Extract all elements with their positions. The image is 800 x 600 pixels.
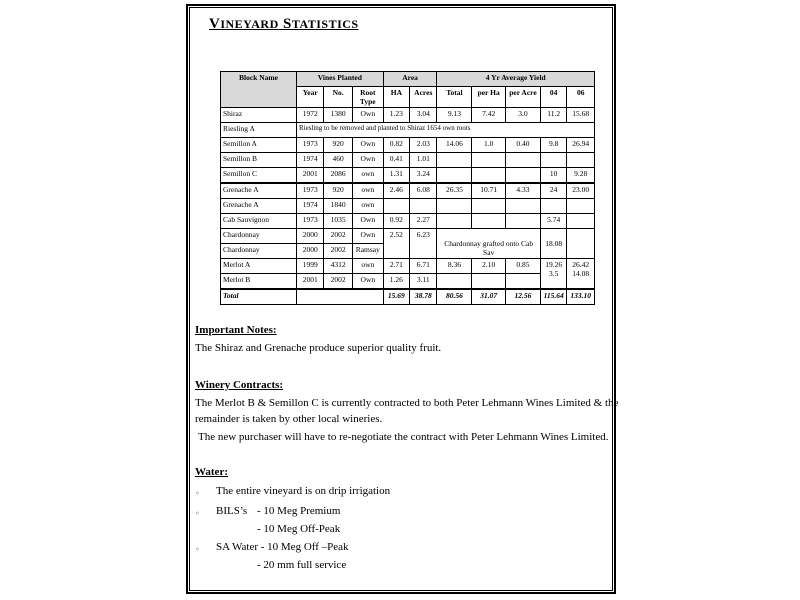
cell-empty xyxy=(437,199,472,214)
cell-no: 920 xyxy=(324,138,352,153)
cell-no: 1380 xyxy=(324,108,352,123)
cell-empty xyxy=(437,153,472,168)
cell-empty xyxy=(472,214,506,229)
table-header-row xyxy=(221,72,595,87)
col-header-06: 06 xyxy=(567,87,595,108)
cell-acres: 2.27 xyxy=(410,214,437,229)
cell-block: Chardonnay xyxy=(221,244,297,259)
cell-06: 26.42 14.08 xyxy=(567,259,595,290)
col-header-per-acre: per Acre xyxy=(506,87,541,108)
col-header-yield: 4 Yr Average Yield xyxy=(437,72,595,87)
table-row xyxy=(221,108,595,123)
cell-per-acre: 0.40 xyxy=(506,138,541,153)
cell-no: 2002 xyxy=(324,229,352,244)
cell-block: Semillon C xyxy=(221,168,297,184)
winery-contracts-line1: The Merlot B & Semillon C is currently contracted to both Peter Lehmann Wines Limited & the xyxy=(195,397,619,409)
cell-no: 4312 xyxy=(324,259,352,274)
vineyard-statistics-table xyxy=(220,71,595,305)
cell-no: 1035 xyxy=(324,214,352,229)
cell-per-ha: 1.0 xyxy=(472,138,506,153)
cell-empty xyxy=(506,214,541,229)
cell-empty xyxy=(540,199,567,214)
cell-root: Own xyxy=(352,138,383,153)
cell-empty xyxy=(506,168,541,184)
cell-root: Own xyxy=(352,274,383,290)
cell-empty xyxy=(567,229,595,259)
cell-empty xyxy=(437,214,472,229)
cell-empty xyxy=(383,199,409,214)
cell-acres: 3.11 xyxy=(410,274,437,290)
cell-empty xyxy=(437,168,472,184)
cell-root: Ramsay xyxy=(352,244,383,259)
cell-year: 2001 xyxy=(296,168,323,184)
cell-year: 2000 xyxy=(296,244,323,259)
col-header-per-ha: per Ha xyxy=(472,87,506,108)
water-item-drip: The entire vineyard is on drip irrigation xyxy=(216,485,391,497)
cell-06: 15.68 xyxy=(567,108,595,123)
cell-empty xyxy=(410,199,437,214)
water-item-bils-value: - 10 Meg Premium xyxy=(257,505,341,517)
cell-no: 460 xyxy=(324,153,352,168)
cell-ha: 1.31 xyxy=(383,168,409,184)
cell-empty xyxy=(472,168,506,184)
cell-acres: 2.03 xyxy=(410,138,437,153)
bullet-icon: ◦ xyxy=(195,509,200,518)
cell-block: Semillon B xyxy=(221,153,297,168)
important-notes-text: The Shiraz and Grenache produce superior quality fruit. xyxy=(195,342,442,354)
cell-per-ha: 7.42 xyxy=(472,108,506,123)
cell-per-ha: 10.71 xyxy=(472,183,506,199)
cell-empty xyxy=(437,274,472,290)
cell-total: 9.13 xyxy=(437,108,472,123)
col-header-acres: Acres xyxy=(410,87,437,108)
cell-acres: 6.08 xyxy=(410,183,437,199)
cell-root: Own xyxy=(352,153,383,168)
col-header-block-name: Block Name xyxy=(221,72,297,108)
cell-ha: 0.92 xyxy=(383,214,409,229)
cell-total: 26.35 xyxy=(437,183,472,199)
cell-empty xyxy=(506,274,541,290)
cell-04: 5.74 xyxy=(540,214,567,229)
chardonnay-graft-note: Chardonnay grafted onto Cab Sav xyxy=(437,229,540,259)
col-header-no: No. xyxy=(324,87,352,108)
cell-no: 2002 xyxy=(324,244,352,259)
table-row xyxy=(221,183,595,199)
table-row xyxy=(221,153,595,168)
document-title: VINEYARD STATISTICS xyxy=(209,16,359,32)
col-header-year: Year xyxy=(296,87,323,108)
cell-root: own xyxy=(352,259,383,274)
cell-no: 2086 xyxy=(324,168,352,184)
cell-ha: 2.52 xyxy=(383,229,409,259)
cell-total-04: 115.64 xyxy=(540,289,567,305)
cell-block: Merlot B xyxy=(221,274,297,290)
cell-empty xyxy=(506,199,541,214)
cell-total-06: 133.10 xyxy=(567,289,595,305)
cell-year: 1974 xyxy=(296,199,323,214)
winery-contracts-line3: The new purchaser will have to re-negotiate the contract with Peter Lehmann Wines Limited. xyxy=(198,431,609,443)
cell-acres: 3.24 xyxy=(410,168,437,184)
cell-acres: 3.04 xyxy=(410,108,437,123)
cell-06: 9.28 xyxy=(567,168,595,184)
cell-empty xyxy=(567,214,595,229)
cell-04: 18.08 xyxy=(540,229,567,259)
cell-total-acres: 38.78 xyxy=(410,289,437,305)
cell-root: own xyxy=(352,168,383,184)
water-item-bils-offpeak: - 10 Meg Off-Peak xyxy=(257,523,341,535)
cell-empty xyxy=(296,289,383,305)
cell-empty xyxy=(472,274,506,290)
table-row xyxy=(221,138,595,153)
bullet-icon: ◦ xyxy=(195,545,200,554)
cell-per-acre: 4.33 xyxy=(506,183,541,199)
table-row xyxy=(221,274,595,290)
cell-no: 1840 xyxy=(324,199,352,214)
col-header-ha: HA xyxy=(383,87,409,108)
cell-block: Semillon A xyxy=(221,138,297,153)
col-header-root-type: Root Type xyxy=(352,87,383,108)
table-row xyxy=(221,123,595,138)
cell-total: 8.36 xyxy=(437,259,472,274)
col-header-area: Area xyxy=(383,72,437,87)
riesling-note: Riesling to be removed and planted to Shiraz 1654 own roots xyxy=(296,123,594,138)
cell-empty xyxy=(472,199,506,214)
table-row xyxy=(221,214,595,229)
cell-no: 2002 xyxy=(324,274,352,290)
cell-total-per-ha: 31.07 xyxy=(472,289,506,305)
col-header-total: Total xyxy=(437,87,472,108)
cell-year: 1973 xyxy=(296,138,323,153)
cell-per-acre: 3.0 xyxy=(506,108,541,123)
cell-root: own xyxy=(352,199,383,214)
cell-acres: 6.71 xyxy=(410,259,437,274)
cell-block: Merlot A xyxy=(221,259,297,274)
cell-ha: 0.82 xyxy=(383,138,409,153)
cell-empty xyxy=(540,153,567,168)
cell-block: Riesling A xyxy=(221,123,297,138)
cell-year: 1972 xyxy=(296,108,323,123)
cell-total-label: Total xyxy=(221,289,297,305)
cell-acres: 1.01 xyxy=(410,153,437,168)
cell-year: 1973 xyxy=(296,214,323,229)
water-heading: Water: xyxy=(195,466,228,478)
important-notes-heading: Important Notes: xyxy=(195,324,277,336)
table-row xyxy=(221,199,595,214)
cell-ha: 1.23 xyxy=(383,108,409,123)
cell-04: 24 xyxy=(540,183,567,199)
cell-empty xyxy=(472,153,506,168)
water-item-sa-full-service: - 20 mm full service xyxy=(257,559,347,571)
table-row xyxy=(221,229,595,244)
cell-block: Grenache A xyxy=(221,199,297,214)
cell-total-per-acre: 12.56 xyxy=(506,289,541,305)
cell-04: 9.8 xyxy=(540,138,567,153)
cell-total-total: 80.56 xyxy=(437,289,472,305)
cell-year: 1999 xyxy=(296,259,323,274)
cell-root: Own xyxy=(352,108,383,123)
cell-ha: 1.26 xyxy=(383,274,409,290)
cell-block: Grenache A xyxy=(221,183,297,199)
water-item-sa-water: SA Water - 10 Meg Off –Peak xyxy=(216,541,349,553)
cell-empty xyxy=(506,153,541,168)
cell-04: 19.26 3.5 xyxy=(540,259,567,290)
cell-block: Cab Sauvignon xyxy=(221,214,297,229)
cell-year: 2001 xyxy=(296,274,323,290)
winery-contracts-line2: remainder is taken by other local wineries. xyxy=(195,413,383,425)
cell-block: Chardonnay xyxy=(221,229,297,244)
cell-empty xyxy=(567,153,595,168)
cell-04: 10 xyxy=(540,168,567,184)
cell-root: Own xyxy=(352,229,383,244)
cell-year: 1974 xyxy=(296,153,323,168)
table-row xyxy=(221,259,595,274)
cell-year: 2000 xyxy=(296,229,323,244)
bullet-icon: ◦ xyxy=(195,489,200,498)
cell-empty xyxy=(567,199,595,214)
cell-block: Shiraz xyxy=(221,108,297,123)
cell-per-acre: 0.85 xyxy=(506,259,541,274)
col-header-vines-planted: Vines Planted xyxy=(296,72,383,87)
cell-acres: 6.23 xyxy=(410,229,437,259)
cell-total-ha: 15.69 xyxy=(383,289,409,305)
cell-06: 23.00 xyxy=(567,183,595,199)
cell-root: own xyxy=(352,183,383,199)
winery-contracts-heading: Winery Contracts: xyxy=(195,379,284,391)
table-total-row xyxy=(221,289,595,305)
cell-no: 920 xyxy=(324,183,352,199)
col-header-04: 04 xyxy=(540,87,567,108)
cell-total: 14.06 xyxy=(437,138,472,153)
cell-year: 1973 xyxy=(296,183,323,199)
cell-root: Own xyxy=(352,214,383,229)
cell-04: 11.2 xyxy=(540,108,567,123)
water-item-bils-label: BILS’s xyxy=(216,505,248,517)
cell-ha: 2.46 xyxy=(383,183,409,199)
cell-06: 26.94 xyxy=(567,138,595,153)
cell-ha: 0.41 xyxy=(383,153,409,168)
cell-ha: 2.71 xyxy=(383,259,409,274)
cell-per-ha: 2.10 xyxy=(472,259,506,274)
table-row xyxy=(221,168,595,184)
